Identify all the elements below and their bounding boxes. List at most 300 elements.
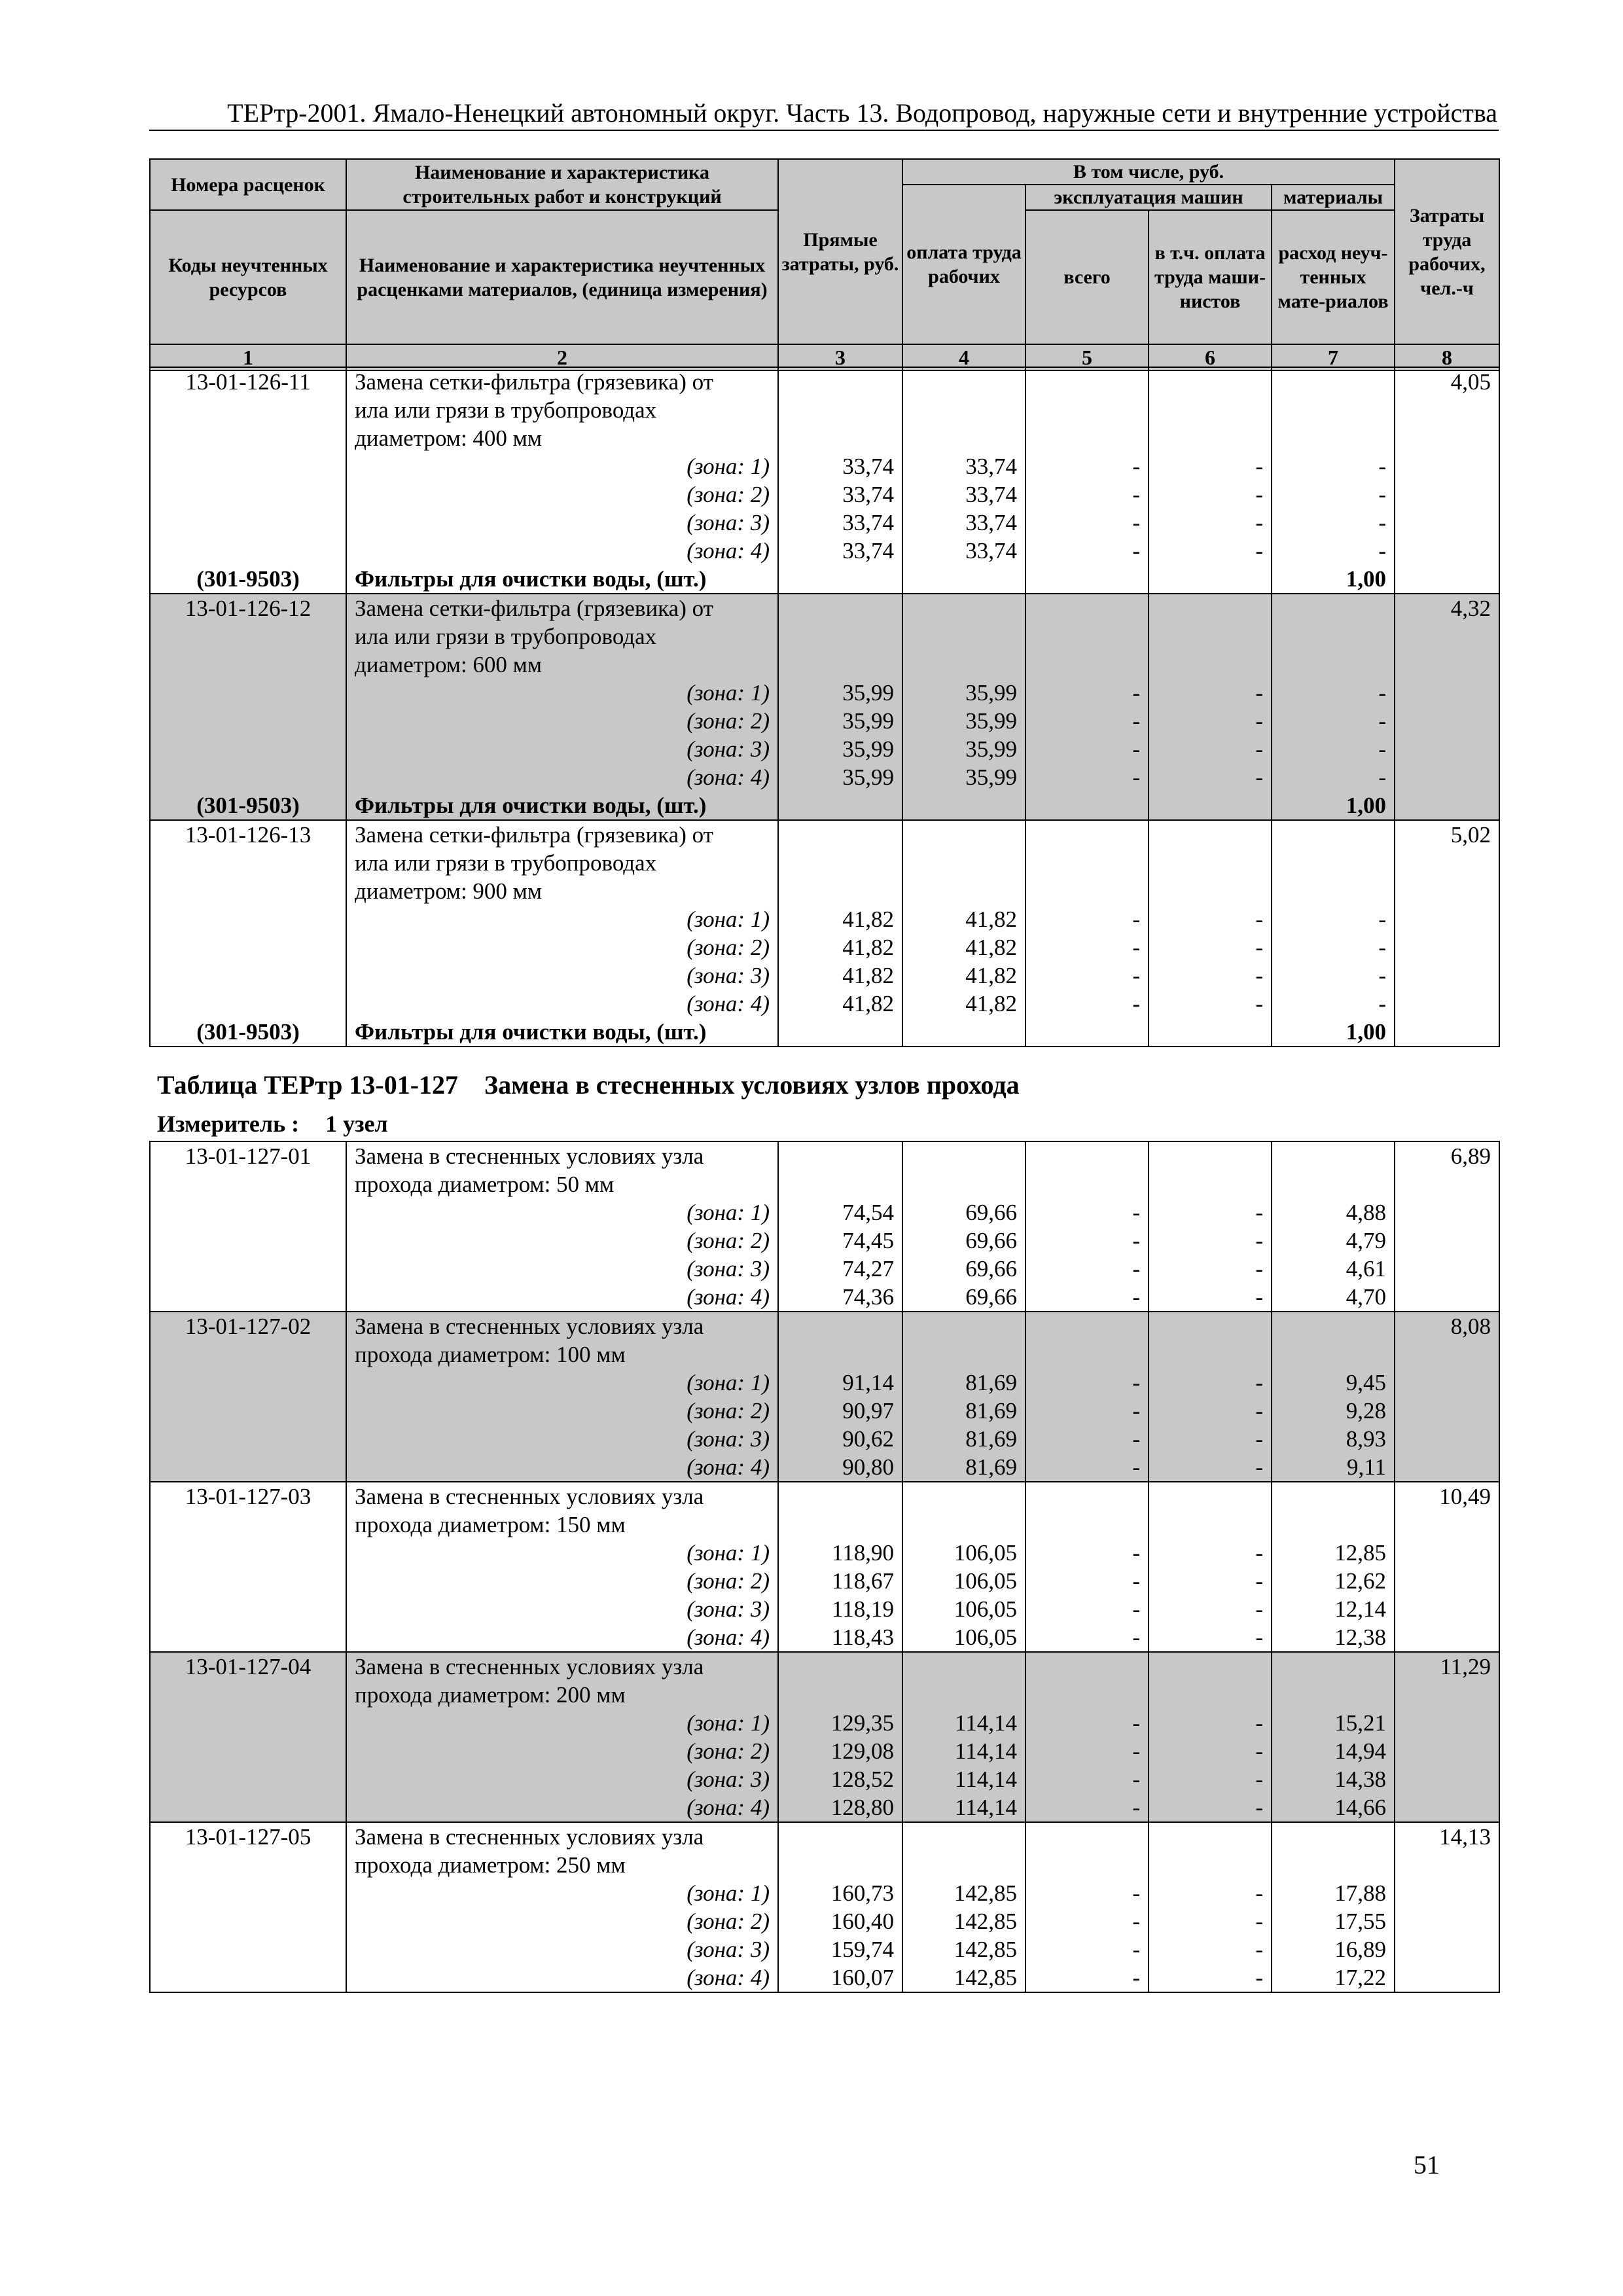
machinists-pay: - xyxy=(1149,1453,1272,1482)
zone-row xyxy=(150,1369,1499,1397)
resource-row xyxy=(150,791,1499,820)
direct-costs: 74,36 xyxy=(778,1283,902,1312)
materials-cost: 17,55 xyxy=(1272,1907,1395,1935)
measure-label: Измеритель : xyxy=(157,1111,300,1137)
table-cell xyxy=(150,1737,346,1765)
machines-total: - xyxy=(1026,1595,1149,1623)
table-cell xyxy=(902,594,1026,622)
table-cell xyxy=(1149,1141,1272,1170)
zone-label: (зона: 1) xyxy=(346,452,778,480)
table-cell xyxy=(1149,651,1272,679)
table-cell xyxy=(1026,1170,1149,1198)
table-cell xyxy=(1272,1511,1395,1539)
table-cell xyxy=(778,594,902,622)
rates-table-127 xyxy=(149,1141,1500,1993)
col-number: 8 xyxy=(1395,344,1499,370)
machines-total: - xyxy=(1026,480,1149,509)
zone-label: (зона: 2) xyxy=(346,933,778,961)
machines-total: - xyxy=(1026,1935,1149,1964)
workers-pay: 69,66 xyxy=(902,1227,1026,1255)
table-cell xyxy=(150,1511,346,1539)
table-cell xyxy=(1149,849,1272,877)
table-cell xyxy=(778,1170,902,1198)
table-cell xyxy=(1149,1340,1272,1369)
table-cell xyxy=(1395,1567,1499,1595)
resource-row xyxy=(150,565,1499,594)
workers-pay: 106,05 xyxy=(902,1595,1026,1623)
machinists-pay: - xyxy=(1149,961,1272,990)
labor-hours: 4,32 xyxy=(1395,594,1499,622)
table-row xyxy=(150,622,1499,651)
table-cell xyxy=(902,1482,1026,1511)
table-cell xyxy=(1395,1709,1499,1737)
rate-name: Замена сетки-фильтра (грязевика) от xyxy=(346,594,778,622)
zone-label: (зона: 1) xyxy=(346,1709,778,1737)
table-row xyxy=(150,877,1499,905)
machinists-pay: - xyxy=(1149,1397,1272,1425)
zone-row xyxy=(150,1793,1499,1822)
col-number: 3 xyxy=(778,344,902,370)
table-cell xyxy=(1395,651,1499,679)
table-row xyxy=(150,651,1499,679)
table-cell xyxy=(150,1851,346,1879)
direct-costs: 41,82 xyxy=(778,905,902,933)
table-cell xyxy=(150,1709,346,1737)
machines-total: - xyxy=(1026,1369,1149,1397)
machines-total: - xyxy=(1026,1907,1149,1935)
table-cell xyxy=(150,990,346,1018)
table-cell xyxy=(1395,1623,1499,1652)
machines-total: - xyxy=(1026,1737,1149,1765)
table-cell xyxy=(778,820,902,849)
zone-row xyxy=(150,1425,1499,1453)
table-cell xyxy=(1395,537,1499,565)
direct-costs: 160,40 xyxy=(778,1907,902,1935)
machines-total: - xyxy=(1026,679,1149,707)
machinists-pay: - xyxy=(1149,1567,1272,1595)
table-cell xyxy=(1395,480,1499,509)
direct-costs: 128,80 xyxy=(778,1793,902,1822)
table-cell xyxy=(1395,452,1499,480)
direct-costs: 35,99 xyxy=(778,707,902,735)
table-cell xyxy=(150,763,346,791)
rate-code: 13-01-126-13 xyxy=(150,820,346,849)
machinists-pay: - xyxy=(1149,1425,1272,1453)
machines-total: - xyxy=(1026,452,1149,480)
machines-total: - xyxy=(1026,1283,1149,1312)
zone-label: (зона: 3) xyxy=(346,1765,778,1793)
materials-cost: - xyxy=(1272,763,1395,791)
workers-pay: 33,74 xyxy=(902,452,1026,480)
table-cell xyxy=(150,1879,346,1907)
table-cell xyxy=(1395,1681,1499,1709)
materials-cost: 4,61 xyxy=(1272,1255,1395,1283)
labor-hours: 8,08 xyxy=(1395,1312,1499,1340)
machines-total: - xyxy=(1026,1709,1149,1737)
materials-cost: 14,66 xyxy=(1272,1793,1395,1822)
zone-label: (зона: 2) xyxy=(346,1227,778,1255)
table-row xyxy=(150,1340,1499,1369)
table-cell xyxy=(150,1935,346,1964)
table-cell xyxy=(1149,367,1272,396)
machines-total: - xyxy=(1026,1879,1149,1907)
table-cell xyxy=(150,622,346,651)
rate-name: прохода диаметром: 150 мм xyxy=(346,1511,778,1539)
machinists-pay: - xyxy=(1149,1198,1272,1227)
table-cell xyxy=(150,1681,346,1709)
rate-code: 13-01-127-02 xyxy=(150,1312,346,1340)
table-cell xyxy=(1395,622,1499,651)
workers-pay-header: оплата труда рабочих xyxy=(902,185,1026,344)
machines-total: - xyxy=(1026,509,1149,537)
zone-row xyxy=(150,480,1499,509)
col-number: 7 xyxy=(1272,344,1395,370)
table-cell xyxy=(1149,622,1272,651)
materials-cost: 9,28 xyxy=(1272,1397,1395,1425)
machinists-pay: - xyxy=(1149,735,1272,763)
materials-cost: - xyxy=(1272,679,1395,707)
labor-hours: 6,89 xyxy=(1395,1141,1499,1170)
resource-name: Фильтры для очистки воды, (шт.) xyxy=(346,1018,778,1047)
table-cell xyxy=(1026,1482,1149,1511)
table-cell xyxy=(902,424,1026,452)
resource-row xyxy=(150,1018,1499,1047)
machinists-pay: - xyxy=(1149,763,1272,791)
table-row xyxy=(150,849,1499,877)
col-number: 1 xyxy=(150,344,346,370)
table-cell xyxy=(1395,1539,1499,1567)
rate-name: Замена в стесненных условиях узла xyxy=(346,1141,778,1170)
direct-costs: 160,07 xyxy=(778,1964,902,1992)
zone-label: (зона: 2) xyxy=(346,480,778,509)
table-cell xyxy=(150,1369,346,1397)
table-cell xyxy=(150,679,346,707)
machinists-pay: - xyxy=(1149,1964,1272,1992)
table-cell xyxy=(778,1312,902,1340)
resource-name: Фильтры для очистки воды, (шт.) xyxy=(346,565,778,594)
labor-hours: 10,49 xyxy=(1395,1482,1499,1511)
workers-pay: 35,99 xyxy=(902,735,1026,763)
table-cell xyxy=(1395,1227,1499,1255)
zone-label: (зона: 4) xyxy=(346,1793,778,1822)
materials-cost: 17,88 xyxy=(1272,1879,1395,1907)
workers-pay: 142,85 xyxy=(902,1935,1026,1964)
table-cell xyxy=(1026,367,1149,396)
table-cell xyxy=(778,1340,902,1369)
table-cell xyxy=(1149,1170,1272,1198)
table-cell xyxy=(150,509,346,537)
table-cell xyxy=(1272,1482,1395,1511)
table-cell xyxy=(778,849,902,877)
labor-hours: 5,02 xyxy=(1395,820,1499,849)
zone-label: (зона: 3) xyxy=(346,1935,778,1964)
zone-label: (зона: 3) xyxy=(346,1595,778,1623)
machinists-pay: - xyxy=(1149,1793,1272,1822)
table-cell xyxy=(150,1907,346,1935)
table-row xyxy=(150,367,1499,396)
workers-pay: 81,69 xyxy=(902,1453,1026,1482)
machinists-pay: - xyxy=(1149,452,1272,480)
table-cell xyxy=(150,1793,346,1822)
table-cell xyxy=(902,1822,1026,1851)
table-cell xyxy=(778,396,902,424)
zone-label: (зона: 3) xyxy=(346,1425,778,1453)
materials-cost: 12,14 xyxy=(1272,1595,1395,1623)
rate-code: 13-01-127-03 xyxy=(150,1482,346,1511)
table-row xyxy=(150,424,1499,452)
materials-cost: 14,38 xyxy=(1272,1765,1395,1793)
table-cell xyxy=(150,1425,346,1453)
machines-total: - xyxy=(1026,1793,1149,1822)
table-cell xyxy=(1149,877,1272,905)
machinists-pay: - xyxy=(1149,679,1272,707)
machinists-pay: - xyxy=(1149,707,1272,735)
workers-pay: 81,69 xyxy=(902,1425,1026,1453)
machines-total: - xyxy=(1026,1964,1149,1992)
zone-row xyxy=(150,1397,1499,1425)
zone-label: (зона: 4) xyxy=(346,537,778,565)
materials-cost: - xyxy=(1272,707,1395,735)
table-cell xyxy=(778,622,902,651)
materials-cost: - xyxy=(1272,735,1395,763)
table-cell xyxy=(150,877,346,905)
zone-row xyxy=(150,961,1499,990)
table-cell xyxy=(902,791,1026,820)
table-cell xyxy=(150,537,346,565)
workers-pay: 41,82 xyxy=(902,905,1026,933)
rate-name: ила или грязи в трубопроводах xyxy=(346,396,778,424)
table-cell xyxy=(150,1340,346,1369)
table-cell xyxy=(1026,1018,1149,1047)
table-cell xyxy=(1026,1652,1149,1681)
table-cell xyxy=(1149,1681,1272,1709)
table-cell xyxy=(150,961,346,990)
table-cell xyxy=(150,1623,346,1652)
direct-costs: 41,82 xyxy=(778,990,902,1018)
materials-cost: - xyxy=(1272,961,1395,990)
table-cell xyxy=(1026,1141,1149,1170)
table-cell xyxy=(902,1652,1026,1681)
workers-pay: 69,66 xyxy=(902,1198,1026,1227)
table-cell xyxy=(1149,565,1272,594)
zone-row xyxy=(150,990,1499,1018)
table-cell xyxy=(150,1595,346,1623)
zone-row xyxy=(150,1964,1499,1992)
table-cell xyxy=(1272,877,1395,905)
zone-row xyxy=(150,1198,1499,1227)
machines-total: - xyxy=(1026,707,1149,735)
zone-label: (зона: 2) xyxy=(346,707,778,735)
table-cell xyxy=(902,1851,1026,1879)
direct-costs: 129,08 xyxy=(778,1737,902,1765)
zone-row xyxy=(150,1227,1499,1255)
materials-cost: 8,93 xyxy=(1272,1425,1395,1453)
zone-row xyxy=(150,1935,1499,1964)
table-cell xyxy=(902,622,1026,651)
zone-row xyxy=(150,707,1499,735)
workers-pay: 33,74 xyxy=(902,480,1026,509)
table-cell xyxy=(1026,651,1149,679)
table-cell xyxy=(1272,1340,1395,1369)
table-cell xyxy=(1395,1397,1499,1425)
workers-pay: 33,74 xyxy=(902,509,1026,537)
table-cell xyxy=(150,1397,346,1425)
zone-row xyxy=(150,452,1499,480)
table-cell xyxy=(1272,594,1395,622)
table-cell xyxy=(1272,1652,1395,1681)
table-cell xyxy=(150,933,346,961)
table-cell xyxy=(150,1765,346,1793)
machines-total: - xyxy=(1026,1453,1149,1482)
rate-code: 13-01-127-05 xyxy=(150,1822,346,1851)
workers-pay: 35,99 xyxy=(902,707,1026,735)
table-cell xyxy=(902,877,1026,905)
table-cell xyxy=(902,1511,1026,1539)
labor-hours: 14,13 xyxy=(1395,1822,1499,1851)
table-cell xyxy=(1395,1170,1499,1198)
page-number: 51 xyxy=(1414,2150,1440,2179)
table-cell xyxy=(778,1511,902,1539)
table-cell xyxy=(778,1681,902,1709)
table-cell xyxy=(150,905,346,933)
materials-header: материалы xyxy=(1272,185,1395,210)
table-cell xyxy=(1272,1851,1395,1879)
materials-cost: 16,89 xyxy=(1272,1935,1395,1964)
table-cell xyxy=(902,651,1026,679)
table-cell xyxy=(1395,1765,1499,1793)
workers-pay: 69,66 xyxy=(902,1255,1026,1283)
materials-cost: - xyxy=(1272,990,1395,1018)
table-cell xyxy=(150,396,346,424)
direct-costs: 90,97 xyxy=(778,1397,902,1425)
machinists-pay: - xyxy=(1149,1935,1272,1964)
machinists-pay: - xyxy=(1149,1765,1272,1793)
zone-row xyxy=(150,1879,1499,1907)
table-cell xyxy=(902,1681,1026,1709)
rate-name: Замена в стесненных условиях узла xyxy=(346,1652,778,1681)
materials-cost: 4,88 xyxy=(1272,1198,1395,1227)
table-cell xyxy=(1395,990,1499,1018)
machines-total: - xyxy=(1026,990,1149,1018)
labor-hours: 4,05 xyxy=(1395,367,1499,396)
table-cell xyxy=(1272,820,1395,849)
machinists-pay: - xyxy=(1149,1227,1272,1255)
machinists-pay: - xyxy=(1149,1737,1272,1765)
table-cell xyxy=(150,1255,346,1283)
table-cell xyxy=(1395,509,1499,537)
zone-label: (зона: 1) xyxy=(346,1539,778,1567)
machinists-pay: - xyxy=(1149,480,1272,509)
table-cell xyxy=(150,1227,346,1255)
table-cell xyxy=(778,1141,902,1170)
table-cell xyxy=(1395,1935,1499,1964)
direct-costs: 159,74 xyxy=(778,1935,902,1964)
machinists-pay: - xyxy=(1149,1623,1272,1652)
rate-name: диаметром: 600 мм xyxy=(346,651,778,679)
table-row xyxy=(150,1511,1499,1539)
zone-row xyxy=(150,537,1499,565)
table-cell xyxy=(778,1822,902,1851)
table-cell xyxy=(1272,1141,1395,1170)
machinists-pay: - xyxy=(1149,990,1272,1018)
direct-costs: 118,67 xyxy=(778,1567,902,1595)
machinists-pay: - xyxy=(1149,933,1272,961)
direct-costs: 129,35 xyxy=(778,1709,902,1737)
workers-pay: 106,05 xyxy=(902,1623,1026,1652)
table-cell xyxy=(1395,1255,1499,1283)
table-cell xyxy=(1395,1340,1499,1369)
table-row xyxy=(150,1652,1499,1681)
table-cell xyxy=(1395,1198,1499,1227)
table-cell xyxy=(902,367,1026,396)
zone-label: (зона: 4) xyxy=(346,990,778,1018)
table-cell xyxy=(150,707,346,735)
direct-costs: 118,19 xyxy=(778,1595,902,1623)
machines-total: - xyxy=(1026,1198,1149,1227)
labor-costs-header: Затраты труда рабочих, чел.-ч xyxy=(1395,159,1499,344)
resource-name: Фильтры для очистки воды, (шт.) xyxy=(346,791,778,820)
workers-pay: 142,85 xyxy=(902,1964,1026,1992)
machines-total: - xyxy=(1026,735,1149,763)
zone-label: (зона: 1) xyxy=(346,905,778,933)
workers-pay: 41,82 xyxy=(902,990,1026,1018)
zone-label: (зона: 4) xyxy=(346,1623,778,1652)
machinists-pay: - xyxy=(1149,1595,1272,1623)
table-cell xyxy=(1395,1907,1499,1935)
table-cell xyxy=(1395,961,1499,990)
table-cell xyxy=(1149,1482,1272,1511)
zone-label: (зона: 4) xyxy=(346,1453,778,1482)
direct-costs: 41,82 xyxy=(778,933,902,961)
table-cell xyxy=(1026,1340,1149,1369)
col-number: 2 xyxy=(346,344,778,370)
rate-name: Замена в стесненных условиях узла xyxy=(346,1312,778,1340)
table-cell xyxy=(1395,849,1499,877)
workers-pay: 106,05 xyxy=(902,1539,1026,1567)
labor-hours: 11,29 xyxy=(1395,1652,1499,1681)
direct-costs: 74,27 xyxy=(778,1255,902,1283)
workers-pay: 69,66 xyxy=(902,1283,1026,1312)
table-cell xyxy=(1026,849,1149,877)
table-cell xyxy=(1395,735,1499,763)
table-cell xyxy=(1272,367,1395,396)
table-cell xyxy=(1395,1018,1499,1047)
table-cell xyxy=(778,877,902,905)
table-cell xyxy=(1395,1595,1499,1623)
zone-row xyxy=(150,1765,1499,1793)
rate-name: Замена в стесненных условиях узла xyxy=(346,1482,778,1511)
rates-table-126 xyxy=(149,367,1500,1047)
table-cell xyxy=(778,565,902,594)
table-cell xyxy=(1395,1851,1499,1879)
materials-cost: 12,62 xyxy=(1272,1567,1395,1595)
table-cell xyxy=(778,1018,902,1047)
resource-code: (301-9503) xyxy=(150,1018,346,1047)
table-cell xyxy=(778,651,902,679)
zone-label: (зона: 1) xyxy=(346,679,778,707)
zone-row xyxy=(150,1737,1499,1765)
zone-row xyxy=(150,679,1499,707)
zone-row xyxy=(150,1255,1499,1283)
zone-label: (зона: 3) xyxy=(346,509,778,537)
measure-value: 1 узел xyxy=(325,1111,388,1137)
direct-costs: 33,74 xyxy=(778,452,902,480)
direct-costs: 74,45 xyxy=(778,1227,902,1255)
rate-code: 13-01-127-04 xyxy=(150,1652,346,1681)
materials-cost: 4,70 xyxy=(1272,1283,1395,1312)
direct-costs: 90,62 xyxy=(778,1425,902,1453)
zone-row xyxy=(150,509,1499,537)
